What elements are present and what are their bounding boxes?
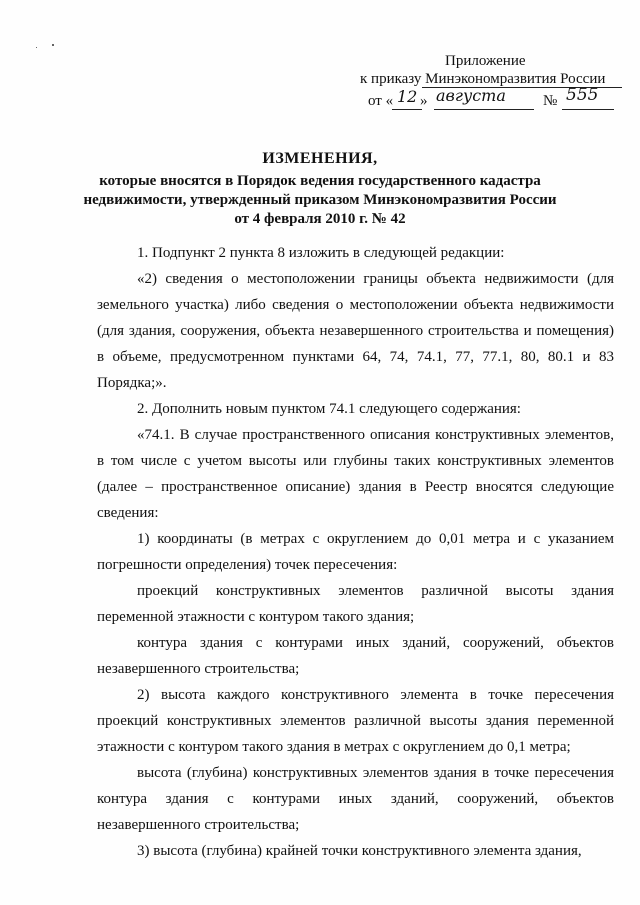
paragraph: проекций конструктивных элементов различной высоты здания переменной этажности с контуром такого здания; [97,583,614,625]
handwritten-day: 12 [397,87,418,106]
underline [392,109,422,110]
quote-close: » [420,93,428,109]
paragraph: контура здания с контурами иных зданий, сооружений, объектов незавершенного строительства; [97,635,614,677]
subtitle-line: от 4 февраля 2010 г. № 42 [234,211,406,227]
order-date-number [360,85,630,112]
order-reference-text: к приказу Минэкономразвития России [360,71,606,87]
number-label: № [543,93,558,109]
scan-speck [36,47,37,48]
paragraph: высота (глубина) конструктивных элементов здания в точке пересечения контура здания с контурами иных зданий, сооружений, объектов незавершенного строительства; [97,765,614,833]
paragraph: 3) высота (глубина) крайней точки конструктивного элемента здания, [137,843,582,859]
paragraph: 2. Дополнить новым пунктом 74.1 следующего содержания: [137,401,521,417]
paragraph: 1. Подпункт 2 пункта 8 изложить в следующей редакции: [137,245,505,261]
document-body [97,240,614,864]
paragraph: 2) высота каждого конструктивного элемента в точке пересечения проекций конструктивных элементов различной высоты здания переменной этажности с контуром такого здания в метрах с округлением до 0,1 метра; [97,687,614,755]
paragraph: 1) координаты (в метрах с округлением до 0,01 метра и с указанием погрешности определения) точек пересечения: [97,531,614,573]
scan-speck [52,44,54,46]
subtitle-line: которые вносятся в Порядок ведения государственного кадастра [99,173,541,189]
paragraph: «2) сведения о местоположении границы объекта недвижимости (для земельного участка) либо сведения о местоположении объекта недвижимости (для здания, сооружения, объекта незавершенного строительства и помещения) в объеме, предусмотренном пунктами 64, 74, 74.1, 77, 77.1, 80, 80.1 и 83 Порядка;». [97,271,614,391]
handwritten-month: августа [436,86,506,105]
appendix-label: Приложение [445,53,526,69]
handwritten-number: 555 [566,85,599,105]
underline [434,109,534,110]
document-subtitle [0,172,640,229]
underline [562,109,614,110]
date-prefix: от « [368,93,394,109]
subtitle-line: недвижимости, утвержденный приказом Минэкономразвития России [83,192,557,208]
paragraph: «74.1. В случае пространственного описания конструктивных элементов, в том числе с учетом высоты или глубины таких конструктивных элементов (далее – пространственное описание) здания в Реестр вносятся следующие сведения: [97,427,614,521]
appendix-header [360,52,630,112]
document-title: ИЗМЕНЕНИЯ, [262,150,378,167]
